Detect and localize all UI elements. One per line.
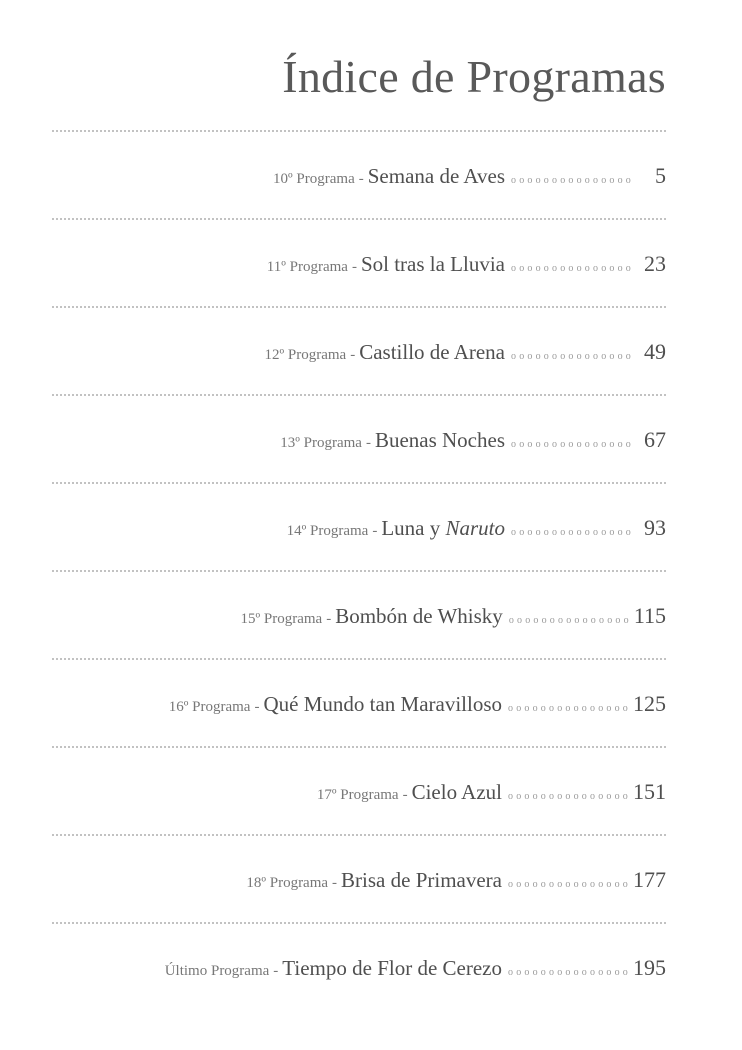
- toc-entry-17[interactable]: [317, 779, 666, 805]
- program-number: 18º Programa: [246, 875, 329, 891]
- separator: -: [332, 875, 338, 891]
- dot-leader: ooooooooooooooo: [511, 263, 634, 274]
- page-number: 151: [633, 779, 666, 804]
- program-title: Tiempo de Flor de Cerezo: [282, 956, 502, 980]
- toc-entry-10[interactable]: [273, 163, 666, 189]
- page-number: 125: [633, 691, 666, 716]
- program-number: 17º Programa: [316, 787, 399, 803]
- page-number: 93: [644, 515, 666, 540]
- separator: -: [326, 611, 332, 627]
- dot-leader: ooooooooooooooo: [508, 615, 632, 626]
- dot-leader: ooooooooooooooo: [511, 175, 634, 186]
- page-number: 177: [633, 867, 666, 892]
- toc-entry-13[interactable]: [280, 427, 666, 453]
- program-number: 14º Programa: [286, 523, 369, 539]
- toc-entry-last[interactable]: [165, 955, 666, 981]
- dotted-divider: [52, 218, 666, 220]
- dot-leader: ooooooooooooooo: [508, 879, 631, 890]
- program-title: Bombón de Whisky: [335, 604, 503, 628]
- dot-leader: ooooooooooooooo: [508, 703, 631, 714]
- dotted-divider: [52, 746, 666, 748]
- program-number: Último Programa: [164, 963, 270, 979]
- page-number: 49: [644, 339, 666, 364]
- program-title-italic: Naruto: [445, 516, 505, 540]
- toc-entry-14[interactable]: [287, 515, 666, 541]
- separator: -: [402, 787, 408, 803]
- separator: -: [350, 347, 356, 363]
- program-title: [381, 516, 505, 541]
- separator: -: [365, 435, 371, 451]
- separator: -: [358, 171, 364, 187]
- dot-leader: ooooooooooooooo: [511, 439, 634, 450]
- toc-entry-15[interactable]: [240, 603, 666, 629]
- dotted-divider: [52, 394, 666, 396]
- separator: -: [273, 963, 279, 979]
- program-title: Buenas Noches: [374, 428, 505, 452]
- separator: -: [254, 699, 260, 715]
- separator: -: [372, 523, 378, 539]
- program-title: Semana de Aves: [367, 164, 505, 188]
- dotted-divider: [52, 306, 666, 308]
- program-title-prefix: Luna y: [381, 516, 446, 540]
- program-number: 11º Programa: [266, 259, 348, 275]
- page-number: 115: [633, 603, 666, 628]
- dotted-divider: [52, 922, 666, 924]
- separator: -: [351, 259, 357, 275]
- program-title: Cielo Azul: [411, 780, 502, 804]
- page-number: 67: [644, 427, 666, 452]
- dotted-divider: [52, 834, 666, 836]
- page-number: 5: [655, 163, 666, 188]
- program-number: 10º Programa: [273, 171, 355, 187]
- dotted-divider: [52, 658, 666, 660]
- program-number: 16º Programa: [168, 699, 251, 715]
- dotted-divider: [52, 130, 666, 132]
- dotted-divider: [52, 482, 666, 484]
- program-number: 12º Programa: [264, 347, 347, 363]
- dotted-divider: [52, 570, 666, 572]
- toc-entry-11[interactable]: [267, 251, 666, 277]
- page-title: Índice de Programas: [282, 51, 666, 102]
- program-title: Sol tras la Lluvia: [360, 252, 505, 276]
- dot-leader: ooooooooooooooo: [508, 791, 631, 802]
- program-number: 15º Programa: [240, 611, 323, 627]
- dot-leader: ooooooooooooooo: [508, 967, 631, 978]
- program-title: Brisa de Primavera: [341, 868, 502, 892]
- toc-entry-16[interactable]: [169, 691, 666, 717]
- toc-entry-12[interactable]: [264, 339, 666, 365]
- dot-leader: ooooooooooooooo: [511, 527, 634, 538]
- page-number: 23: [644, 251, 666, 276]
- program-title: Qué Mundo tan Maravilloso: [263, 692, 502, 716]
- program-title: Castillo de Arena: [359, 340, 505, 364]
- page-number: 195: [633, 955, 666, 980]
- dot-leader: ooooooooooooooo: [511, 351, 634, 362]
- toc-entry-18[interactable]: [246, 867, 666, 893]
- program-number: 13º Programa: [280, 435, 362, 451]
